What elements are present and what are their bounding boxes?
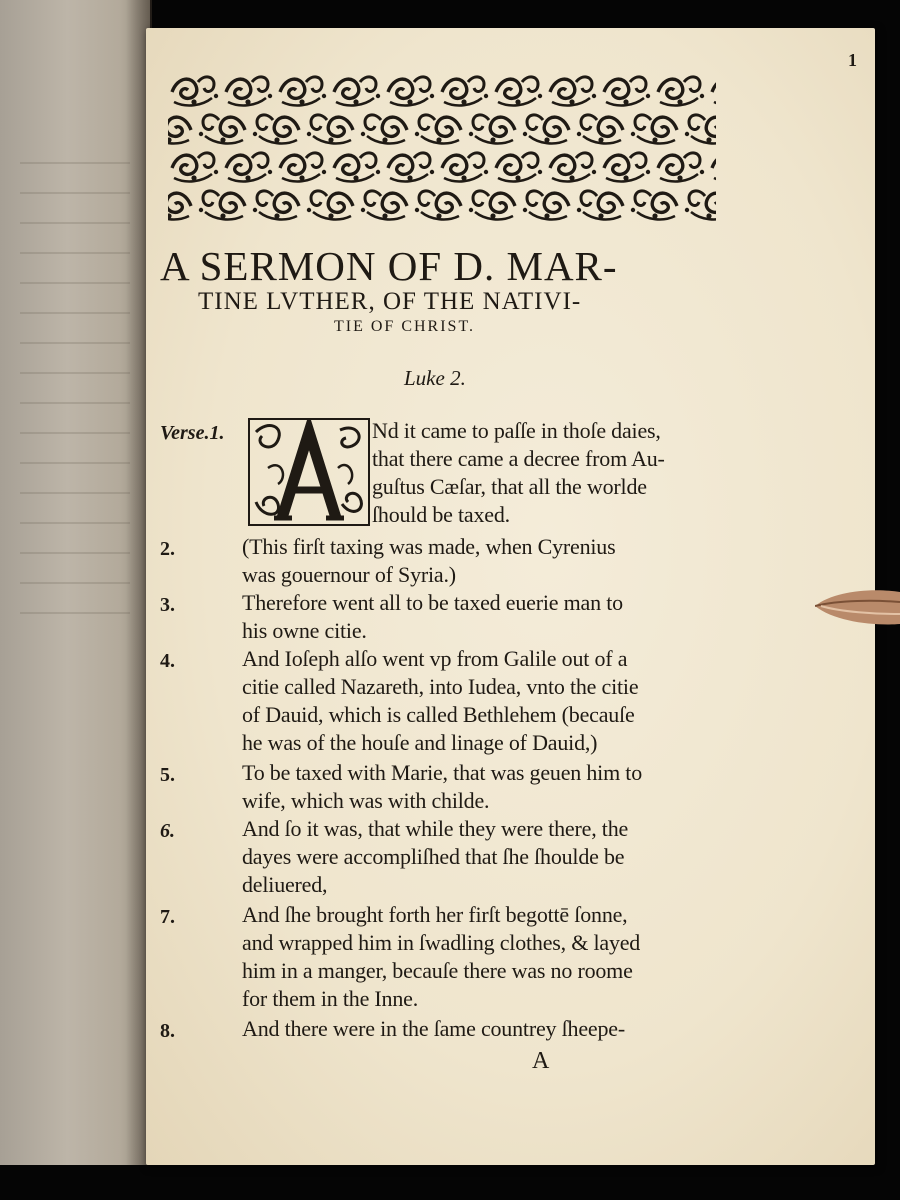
verse-1-line-1: Nd it came to paſſe in thoſe daies, <box>372 418 661 443</box>
verse-1-line-4: ſhould be taxed. <box>372 502 510 527</box>
verse-7-line-3: him in a manger, becauſe there was no roome <box>242 958 633 983</box>
verse-number-8: 8. <box>160 1020 175 1042</box>
verse-5-line-2: wife, which was with childe. <box>242 788 490 813</box>
book-page <box>146 28 875 1165</box>
verse-3-line-2: his owne citie. <box>242 618 367 643</box>
verse-number-4: 4. <box>160 650 175 672</box>
verse-number-5: 5. <box>160 764 175 786</box>
verse-number-7: 7. <box>160 906 175 928</box>
verse-number-1: Verse.1. <box>160 422 225 444</box>
verse-number-3: 3. <box>160 594 175 616</box>
verse-2-line-2: was gouernour of Syria.) <box>242 562 456 587</box>
bookmark-tab-icon <box>815 582 900 632</box>
verse-4-line-1: And Ioſeph alſo went vp from Galile out of a <box>242 646 628 671</box>
verse-4-line-4: he was of the houſe and linage of Dauid,) <box>242 730 598 755</box>
verse-3-line-1: Therefore went all to be taxed euerie man to <box>242 590 623 615</box>
verse-7-line-1: And ſhe brought forth her firſt begottē ſonne, <box>242 902 628 927</box>
verse-number-2: 2. <box>160 538 175 560</box>
verse-7-line-2: and wrapped him in ſwadling clothes, & layed <box>242 930 641 955</box>
sermon-title-line-1: A SERMON OF D. MAR- <box>160 243 618 289</box>
verse-1-line-2: that there came a decree from Au- <box>372 446 665 471</box>
verse-4-line-3: of Dauid, which is called Bethlehem (becauſe <box>242 702 635 727</box>
page-number: 1 <box>848 50 857 70</box>
chapter-heading: Luke 2. <box>404 366 466 390</box>
bleed-through-text <box>20 140 130 640</box>
verse-6-line-1: And ſo it was, that while they were there, the <box>242 816 629 841</box>
verse-number-6: 6. <box>160 820 175 842</box>
verse-7-line-4: for them in the Inne. <box>242 986 419 1011</box>
verse-4-line-2: citie called Nazareth, into Iudea, vnto the citie <box>242 674 639 699</box>
verse-5-line-1: To be taxed with Marie, that was geuen him to <box>242 760 643 785</box>
decorated-initial-a-icon <box>248 418 370 526</box>
verse-2-line-1: (This firſt taxing was made, when Cyrenius <box>242 534 616 559</box>
verse-8-line-1: And there were in the ſame countrey ſheepe- <box>242 1016 625 1041</box>
verse-6-line-2: dayes were accompliſhed that ſhe ſhoulde be <box>242 844 625 869</box>
sermon-title-line-3: TIE OF CHRIST. <box>334 318 476 335</box>
signature-mark: A <box>532 1048 550 1074</box>
verse-6-line-3: deliuered, <box>242 872 328 897</box>
printers-ornament-headpiece <box>168 72 716 228</box>
verse-1-line-3: guſtus Cæſar, that all the worlde <box>372 474 647 499</box>
sermon-title-line-2: TINE LVTHER, OF THE NATIVI- <box>198 288 582 315</box>
